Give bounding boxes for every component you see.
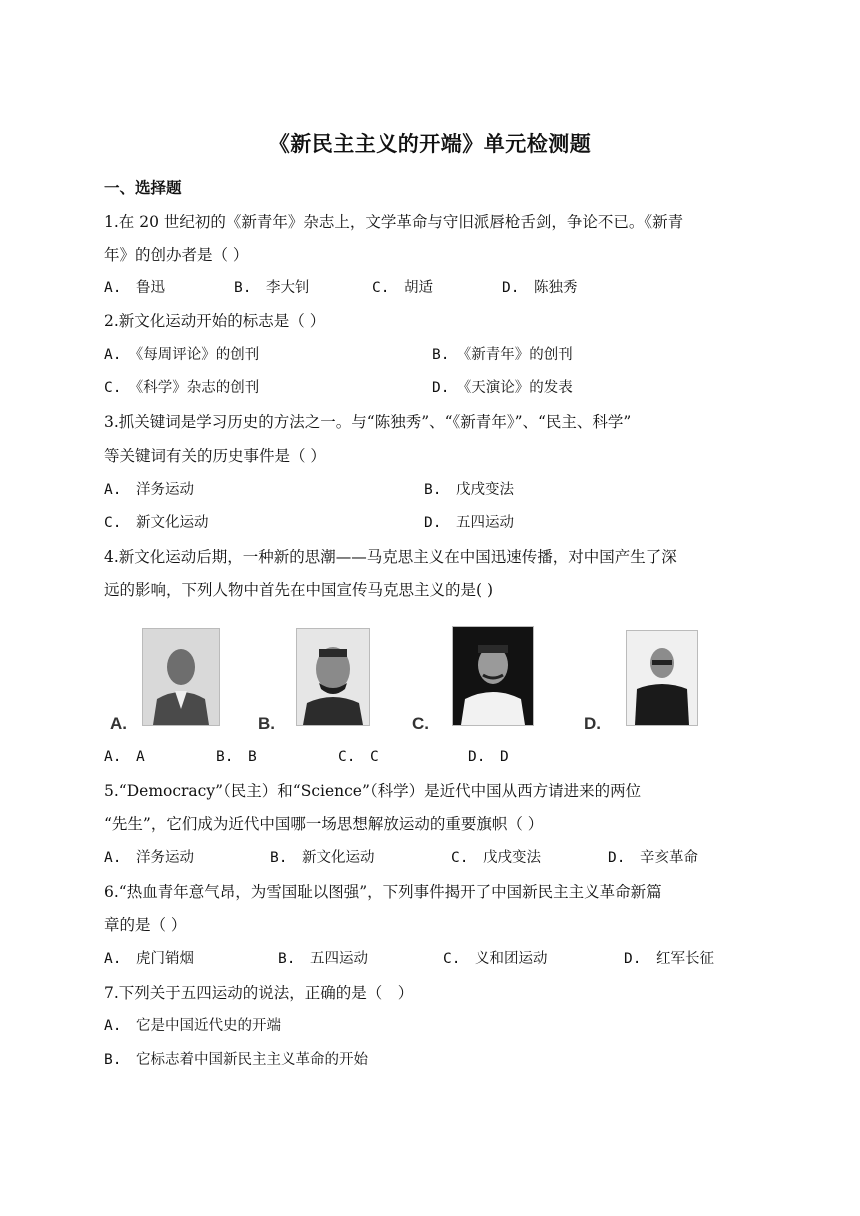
q4-option-b: B. B (216, 749, 257, 765)
q5-option-c: C. 戊戌变法 (451, 850, 541, 866)
q6-option-c: C. 义和团运动 (443, 951, 548, 967)
q5-option-a: A. 洋务运动 (104, 850, 194, 866)
q3-option-b: B. 戊戌变法 (424, 482, 514, 498)
q1-option-b: B. 李大钊 (234, 280, 310, 296)
photo-label-d: D. (584, 714, 601, 733)
q5-option-b: B. 新文化运动 (270, 850, 375, 866)
q2-option-c: C. 《科学》杂志的创刊 (104, 380, 260, 396)
q6-text-line1: 6.“热血青年意气昂，为雪国耻以图强”，下列事件揭开了中国新民主主义革命新篇 (104, 883, 662, 901)
photo-label-b: B. (258, 714, 275, 733)
q7-text-line1: 7.下列关于五四运动的说法，正确的是（ ） (104, 984, 414, 1002)
portrait-d-icon (627, 631, 697, 725)
q1-text-line1: 1.在 20 世纪初的《新青年》杂志上，文学革命与守旧派唇枪舌剑，争论不已。《新青 (104, 213, 684, 231)
q1-option-a: A. 鲁迅 (104, 280, 165, 296)
q6-option-d: D. 红军长征 (624, 951, 714, 967)
q2-option-b: B. 《新青年》的创刊 (432, 347, 573, 363)
q4-option-d: D. D (468, 749, 509, 765)
portrait-c-icon (453, 627, 533, 725)
portrait-photo-d (626, 630, 698, 726)
q5-option-d: D. 辛亥革命 (608, 850, 698, 866)
q1-option-c: C. 胡适 (372, 280, 433, 296)
q4-text-line2: 远的影响，下列人物中首先在中国宣传马克思主义的是( ) (104, 581, 494, 599)
q7-option-b: B. 它标志着中国新民主主义革命的开始 (104, 1052, 368, 1068)
portrait-photo-b (296, 628, 370, 726)
q6-text-line2: 章的是（ ） (104, 916, 187, 934)
photo-label-a: A. (110, 714, 127, 733)
q7-option-a: A. 它是中国近代史的开端 (104, 1018, 281, 1034)
q4-option-a: A. A (104, 749, 145, 765)
portrait-a-icon (143, 629, 219, 725)
portrait-b-icon (297, 629, 369, 725)
q2-option-d: D. 《天演论》的发表 (432, 380, 573, 396)
q3-option-c: C. 新文化运动 (104, 515, 209, 531)
q3-text-line1: 3.抓关键词是学习历史的方法之一。与“陈独秀”、“《新青年》”、“民主、科学” (104, 413, 632, 431)
q5-text-line1: 5.“Democracy”（民主）和“Science”（科学）是近代中国从西方请进来的两位 (104, 782, 642, 800)
page-title: 《新民主主义的开端》单元检测题 (268, 131, 592, 156)
photo-label-c: C. (412, 714, 429, 733)
q3-option-a: A. 洋务运动 (104, 482, 194, 498)
q4-option-c: C. C (338, 749, 379, 765)
q6-option-a: A. 虎门销烟 (104, 951, 194, 967)
q2-text-line1: 2.新文化运动开始的标志是（ ） (104, 312, 326, 330)
portrait-photo-c (452, 626, 534, 726)
q4-text-line1: 4.新文化运动后期，一种新的思潮——马克思主义在中国迅速传播，对中国产生了深 (104, 548, 677, 566)
q1-option-d: D. 陈独秀 (502, 280, 578, 296)
q5-text-line2: “先生”，它们成为近代中国哪一场思想解放运动的重要旗帜（ ） (104, 815, 544, 833)
q1-text-line2: 年》的创办者是（ ） (104, 246, 249, 264)
q3-text-line2: 等关键词有关的历史事件是（ ） (104, 447, 326, 465)
portrait-photo-a (142, 628, 220, 726)
q3-option-d: D. 五四运动 (424, 515, 514, 531)
section-heading: 一、选择题 (104, 178, 182, 197)
q6-option-b: B. 五四运动 (278, 951, 368, 967)
q2-option-a: A. 《每周评论》的创刊 (104, 347, 260, 363)
